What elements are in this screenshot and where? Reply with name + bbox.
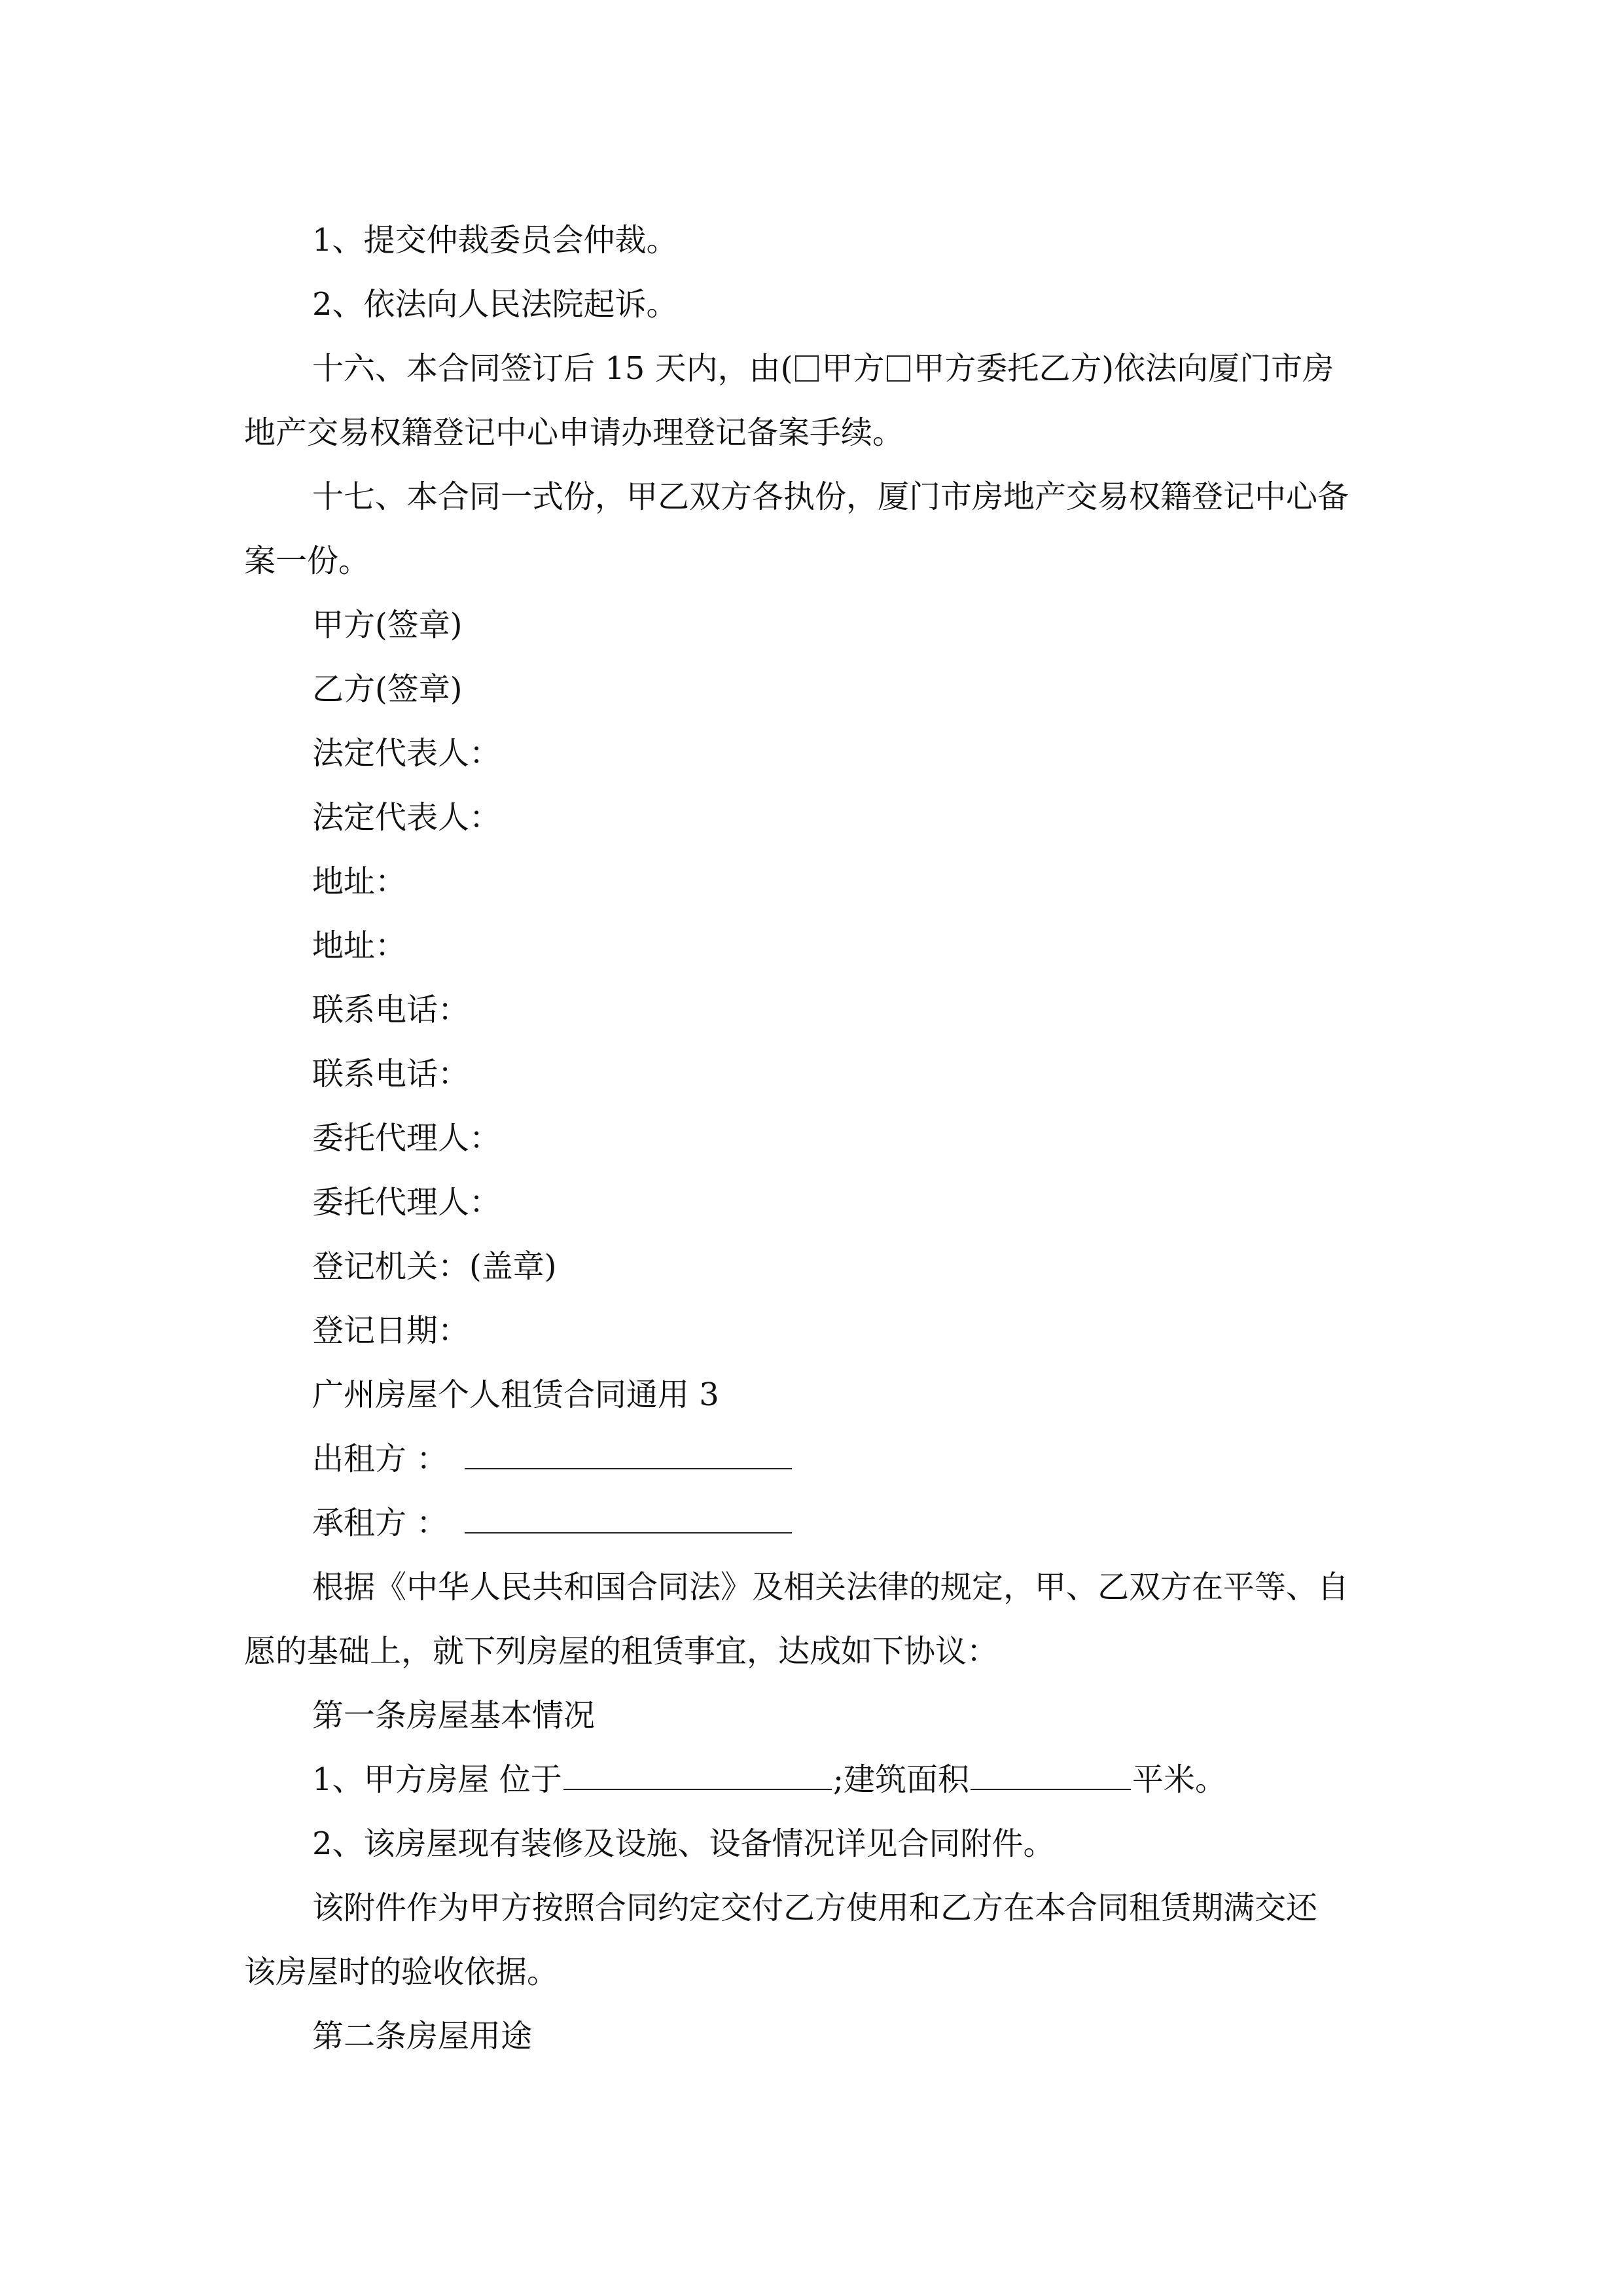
address-a: 地址： bbox=[312, 863, 407, 900]
clause-16-line-2: 地产交易权籍登记中心申请办理登记备案手续。 bbox=[244, 414, 904, 451]
legal-rep-b: 法定代表人： bbox=[312, 799, 501, 836]
clause-16-text-b: 甲方 bbox=[821, 350, 885, 387]
party-b-signature: 乙方(签章) bbox=[312, 671, 463, 708]
phone-b: 联系电话： bbox=[312, 1056, 470, 1092]
location-label: 1、甲方房屋 位于 bbox=[312, 1761, 562, 1798]
article-1-title: 第一条房屋基本情况 bbox=[312, 1697, 596, 1734]
area-unit: 平米。 bbox=[1132, 1761, 1227, 1798]
address-b: 地址： bbox=[312, 927, 407, 964]
checkbox-icon[interactable] bbox=[887, 355, 910, 382]
legal-rep-a: 法定代表人： bbox=[312, 735, 501, 772]
basis-line-2: 愿的基础上，就下列房屋的租赁事宜，达成如下协议： bbox=[244, 1633, 999, 1670]
lessee-row bbox=[244, 1491, 1378, 1555]
annex-line-1: 该附件作为甲方按照合同约定交付乙方使用和乙方在本合同租赁期满交还 bbox=[312, 1890, 1318, 1926]
location-blank[interactable] bbox=[563, 1756, 832, 1790]
lessor-blank[interactable] bbox=[465, 1435, 792, 1469]
clause-16-text-a: 十六、本合同签订后 15 天内，由( bbox=[312, 350, 793, 387]
phone-a: 联系电话： bbox=[312, 992, 470, 1028]
article-1-item-1 bbox=[244, 1748, 1378, 1812]
article-2-title: 第二条房屋用途 bbox=[312, 2018, 533, 2054]
agent-a: 委托代理人： bbox=[312, 1120, 501, 1157]
checkbox-icon[interactable] bbox=[795, 355, 819, 382]
dispute-option-1: 1、提交仲裁委员会仲裁。 bbox=[312, 222, 678, 259]
basis-line-1: 根据《中华人民共和国合同法》及相关法律的规定，甲、乙双方在平等、自 bbox=[312, 1569, 1349, 1605]
registration-authority: 登记机关：(盖章) bbox=[312, 1248, 557, 1285]
agent-b: 委托代理人： bbox=[312, 1184, 501, 1221]
clause-17-line-1: 十七、本合同一式份，甲乙双方各执份，厦门市房地产交易权籍登记中心备 bbox=[312, 478, 1349, 515]
lessor-label: 出租方 ： bbox=[312, 1441, 448, 1477]
lessee-blank[interactable] bbox=[465, 1499, 792, 1534]
contract-title: 广州房屋个人租赁合同通用 3 bbox=[312, 1376, 719, 1413]
area-blank[interactable] bbox=[971, 1756, 1131, 1790]
lessee-label: 承租方 ： bbox=[312, 1505, 448, 1541]
registration-date: 登记日期： bbox=[312, 1312, 470, 1349]
dispute-option-2: 2、依法向人民法院起诉。 bbox=[312, 286, 678, 323]
clause-16-line-1 bbox=[244, 336, 1378, 401]
area-label: ;建筑面积 bbox=[832, 1761, 969, 1798]
party-a-signature: 甲方(签章) bbox=[312, 607, 463, 643]
article-1-item-2: 2、该房屋现有装修及设施、设备情况详见合同附件。 bbox=[312, 1825, 1055, 1862]
lessor-row bbox=[244, 1427, 1378, 1491]
annex-line-2: 该房屋时的验收依据。 bbox=[244, 1954, 559, 1990]
clause-16-text-c: 甲方委托乙方)依法向厦门市房 bbox=[913, 350, 1334, 387]
document-body bbox=[244, 208, 1378, 2068]
clause-17-line-2: 案一份。 bbox=[244, 543, 370, 579]
